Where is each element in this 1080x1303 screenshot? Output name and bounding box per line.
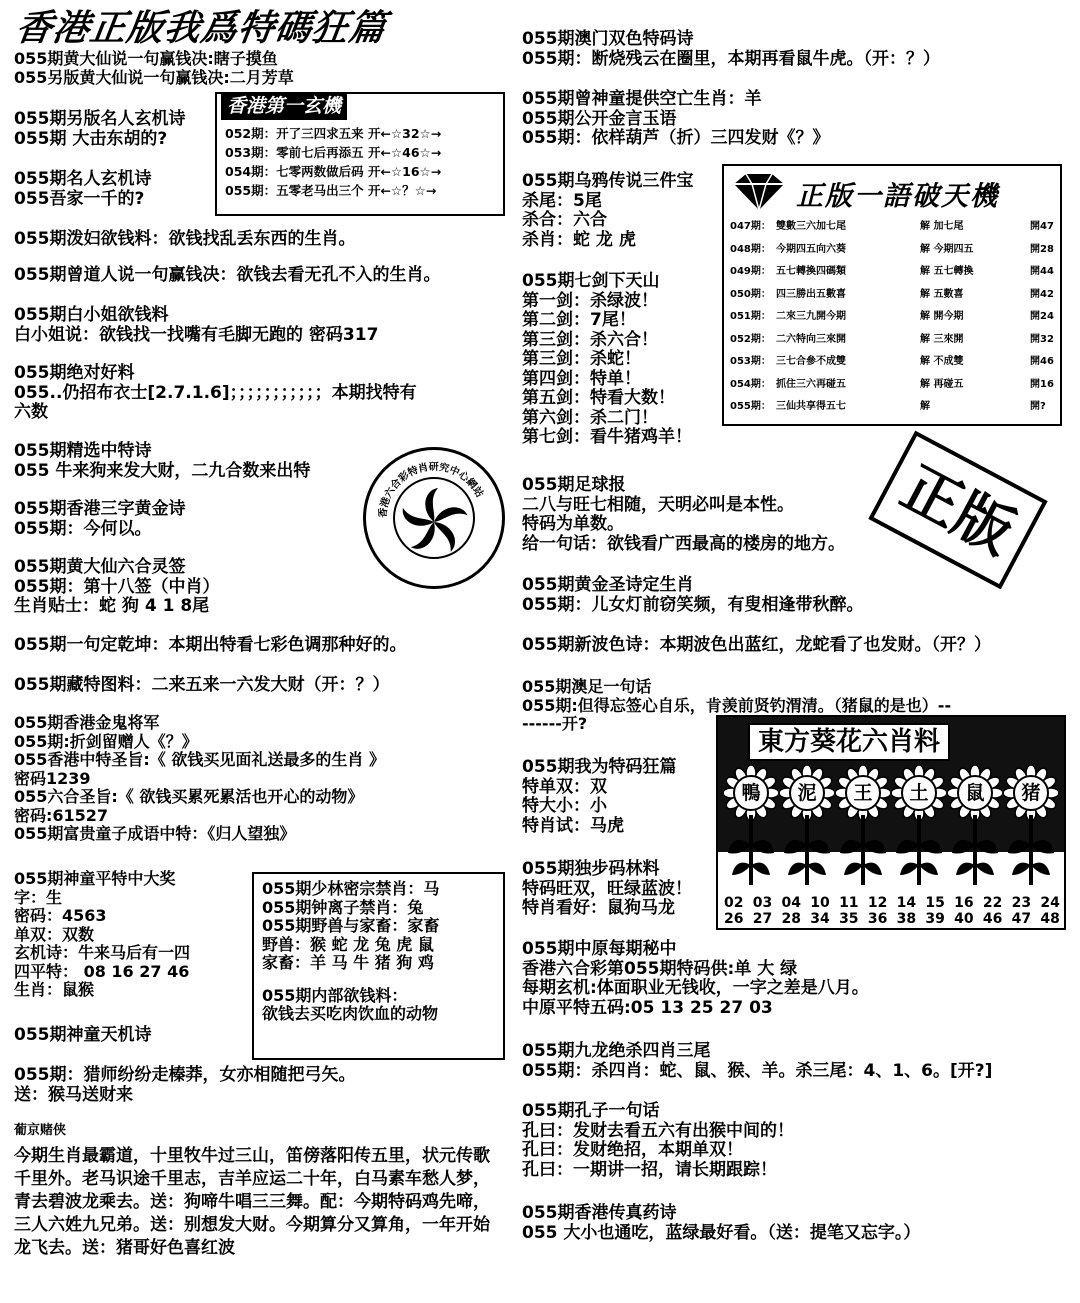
number-cell: 28 bbox=[781, 911, 802, 927]
number-cell: 14 bbox=[896, 895, 917, 911]
right-r11: 055期中原每期秘中 香港六合彩第055期特码供:单 大 绿 每期玄机:体面职业无钱收，一字之差是八月。 中原平特五码:05 13 25 27 03 bbox=[522, 939, 869, 1018]
right-r10: 055期独步码林料 特码旺双，旺绿蓝波！ 特肖看好：鼠狗马龙 bbox=[522, 859, 692, 918]
dongfang-box bbox=[716, 715, 1066, 930]
sunflower-label: 泥 bbox=[797, 782, 817, 804]
left-s1: 055期黄大仙说一句赢钱决:瞎子摸鱼 055另版黄大仙说一句赢钱决:二月芳草 bbox=[14, 49, 294, 87]
right-r4: 055期七剑下天山 第一剑：杀绿波！ 第二剑：7尾！ 第三剑：杀六合！ 第三剑：杀蛇！ 第四剑：特单！ 第五剑：特看大数！ 第六剑：杀二门！ 第七剑：看牛猪鸡羊！ bbox=[522, 271, 692, 447]
zhengban-stamp: 正版 bbox=[868, 431, 1047, 590]
sunflower-label: 鴨 bbox=[741, 782, 761, 804]
xg-first-box: 香港第一玄機 052期：开了三四求五来 开←☆32☆→ 053期：零前七后再添五 开←☆46☆→ 054期：七零两数做后码 开←☆16☆→ 055期：五零老马出三个 开←☆？☆→ bbox=[215, 92, 505, 216]
number-cell: 22 bbox=[982, 895, 1003, 911]
left-s3: 055期名人玄机诗 055吾家一千的? bbox=[14, 169, 152, 209]
left-s11: 055期一句定乾坤：本期出特看七彩色调那种好的。 bbox=[14, 635, 407, 655]
left-s8: 055期精选中特诗 055 牛来狗来发大财，二九合数来出特 bbox=[14, 441, 311, 481]
sunflower-label: 鼠 bbox=[965, 782, 985, 804]
sunflower-label: 土 bbox=[909, 782, 929, 804]
number-cell: 10 bbox=[810, 895, 830, 911]
sunflower-label: 猪 bbox=[1021, 782, 1041, 804]
yiyu-header bbox=[730, 170, 1054, 216]
right-r7: 055期新波色诗：本期波色出蓝红，龙蛇看了也发财。（开？） bbox=[522, 635, 991, 655]
yiyu-row: 050期： 四三勝出五數喜 解 五數喜 開42 bbox=[730, 288, 1054, 300]
sunflower-label: 王 bbox=[853, 782, 873, 804]
flower-row bbox=[724, 765, 1058, 895]
right-r2: 055期曾神童提供空亡生肖：羊 055期公开金言玉语 055期：依样葫芦（折）三四发财《？》 bbox=[522, 89, 830, 148]
left-s14: 055期神童平特中大奖 字：生 密码：4563 单双：双数 玄机诗：牛来马后有一四 四平特： 08 16 27 46 生肖：鼠猴 bbox=[14, 869, 191, 999]
number-cell: 02 bbox=[724, 895, 744, 911]
number-cell: 16 bbox=[954, 895, 974, 911]
yiyu-row: 047期： 雙數三六加七尾 解 加七尾 開47 bbox=[730, 221, 1054, 232]
sunflower bbox=[892, 765, 946, 889]
left-s12: 055期藏特图料：二来五来一六发大财（开：？） bbox=[14, 675, 390, 695]
number-cell: 12 bbox=[867, 895, 888, 911]
left-s10: 055期黄大仙六合灵签 055期：第十八签（中肖） 生肖贴士：蛇 狗 4 1 8尾 bbox=[14, 557, 220, 616]
number-cell: 35 bbox=[839, 911, 859, 927]
page-title: 香港正版我爲特碼狂篇 bbox=[13, 7, 389, 49]
sunflower bbox=[1004, 765, 1058, 889]
right-r5: 055期足球报 二八与旺七相随，天明必叫是本性。 特码为单数。 给一句话：欲钱看广西最高的楼房的地方。 bbox=[522, 475, 845, 554]
left-s17: 葡京赌侠 今期生肖最霸道，十里牧牛过三山，笛傍落阳传五里，状元传歌千里外。老马识途千里志，吉羊应运二十年，白马素车愁人梦，青去碧波龙乘去。送：狗啼牛唱三三舞。配：今期特码鸡先啼，三人六姓九兄弟。送：别想发大财。今期算分又算角，一年开始龙飞去。送：猪哥好色喜红波 bbox=[14, 1123, 490, 1258]
yiyu-row: 052期： 二六特向三來開 解 三來開 開32 bbox=[730, 333, 1054, 345]
left-s5: 055期曾道人说一句赢钱决：欲钱去看无孔不入的生肖。 bbox=[14, 265, 441, 285]
yiyu-rows bbox=[730, 216, 1054, 419]
dongfang-numbers bbox=[724, 895, 1060, 927]
number-cell: 39 bbox=[925, 911, 945, 927]
number-row bbox=[724, 895, 1060, 911]
left-s4: 055期泼妇欲钱料：欲钱找乱丢东西的生肖。 bbox=[14, 229, 356, 249]
yiyu-row: 055期： 三仙共享得五七 解 開? bbox=[730, 401, 1046, 412]
number-cell: 47 bbox=[1011, 911, 1032, 927]
sunflower bbox=[948, 765, 1002, 889]
number-cell: 27 bbox=[752, 911, 773, 927]
left-s13: 055期香港金鬼将军 055期:折剑留赠人《？》 055香港中特圣旨:《 欲钱买见面礼送最多的生肖 》 密码1239 055六合圣旨:《 欲钱买累死累活也开心的动物》 密码:61527 055期富贵童子成语中特：《归人望独》 bbox=[14, 713, 385, 843]
right-r12: 055期九龙绝杀四肖三尾 055期：杀四肖：蛇、鼠、猴、羊。杀三尾：4、1、6。[开?] bbox=[522, 1041, 993, 1081]
yiyu-row: 048期： 今期四五向六葵 解 今期四五 開28 bbox=[730, 243, 1054, 255]
sunflower bbox=[724, 765, 778, 889]
number-cell: 38 bbox=[896, 911, 917, 927]
number-row bbox=[724, 911, 1060, 927]
right-r13: 055期孔子一句话 孔曰：发财去看五六有出猴中间的！ 孔曰：发财绝招，本期单双！ 孔曰：一期讲一招，请长期跟踪！ bbox=[522, 1101, 794, 1180]
seal-emblem bbox=[363, 447, 505, 589]
number-cell: 26 bbox=[724, 911, 744, 927]
number-cell: 03 bbox=[752, 895, 773, 911]
dongfang-title: 東方葵花六肖料 bbox=[748, 723, 950, 761]
right-r1: 055期澳门双色特码诗 055期：断烧残云在圈里，本期再看鼠牛虎。（开：？） bbox=[522, 29, 940, 69]
xg-box-title: 香港第一玄機 bbox=[221, 92, 347, 120]
left-s9: 055期香港三字黄金诗 055期：今何以。 bbox=[14, 499, 186, 539]
sunflower bbox=[836, 765, 890, 889]
shaolin-box: 055期少林密宗禁肖：马 055期钟离子禁肖：兔 055期野兽与家畜：家畜 野兽：猴 蛇 龙 兔 虎 鼠 家畜：羊 马 牛 猪 狗 鸡 055期内部欲钱料： 欲钱去买吃肉饮血的动物 bbox=[252, 872, 505, 1060]
number-cell: 48 bbox=[1040, 911, 1060, 927]
number-cell: 15 bbox=[925, 895, 945, 911]
right-r3: 055期乌鸦传说三件宝 杀尾：5尾 杀合：六合 杀肖：蛇 龙 虎 bbox=[522, 171, 694, 250]
number-cell: 11 bbox=[839, 895, 859, 911]
right-r9: 055期我为特码狂篇 特单双：双 特大小：小 特肖试：马虎 bbox=[522, 757, 677, 836]
number-cell: 04 bbox=[781, 895, 802, 911]
sunflower bbox=[780, 765, 834, 889]
yiyu-row: 051期： 二來三九開今期 解 開今期 開24 bbox=[730, 311, 1054, 322]
number-cell: 40 bbox=[954, 911, 974, 927]
bauhinia-icon bbox=[366, 450, 502, 586]
yiyu-row: 049期： 五七轉換四碼類 解 五七轉換 開44 bbox=[730, 266, 1054, 277]
yiyu-title: 正版一語破天機 bbox=[796, 181, 999, 212]
number-cell: 46 bbox=[982, 911, 1003, 927]
left-s15: 055期神童天机诗 bbox=[14, 1025, 152, 1045]
number-cell: 23 bbox=[1011, 895, 1032, 911]
svg-text:香港六合彩特肖研究中心網站: 香港六合彩特肖研究中心網站 bbox=[377, 461, 485, 519]
right-r8: 055期澳足一句话 055期:但得忘签心自乐，肯羡前贤钓渭清。（猪鼠的是也）-- ------开? bbox=[522, 677, 952, 733]
left-s2: 055期另版名人玄机诗 055期 大击东胡的? bbox=[14, 109, 186, 149]
right-r14: 055期香港传真药诗 055 大小也通吃，蓝绿最好看。（送：提笔又忘字。） bbox=[522, 1203, 921, 1243]
yiyu-row: 053期： 三七合參不成雙 解 不成雙 開46 bbox=[730, 356, 1054, 367]
right-r6: 055期黄金圣诗定生肖 055期：儿女灯前窃笑频，有叟相逢带秋醉。 bbox=[522, 575, 864, 615]
left-s7: 055期绝对好料 055..仍招布衣士[2.7.1.6]；；；；；；；；；；；本期找特有 六数 bbox=[14, 363, 417, 422]
yiyu-box bbox=[722, 164, 1062, 426]
yiyu-row: 054期： 抓住三六再碰五 解 再碰五 開16 bbox=[730, 378, 1054, 390]
number-cell: 36 bbox=[867, 911, 888, 927]
number-cell: 34 bbox=[810, 911, 830, 927]
number-cell: 24 bbox=[1040, 895, 1060, 911]
left-s16: 055期：猎师纷纷走榛莽，女亦相随把弓矢。 送：猴马送财来 bbox=[14, 1065, 356, 1105]
diamond-icon bbox=[730, 172, 788, 212]
left-s6: 055期白小姐欲钱料 白小姐说：欲钱找一找嘴有毛脚无跑的 密码317 bbox=[14, 305, 379, 345]
